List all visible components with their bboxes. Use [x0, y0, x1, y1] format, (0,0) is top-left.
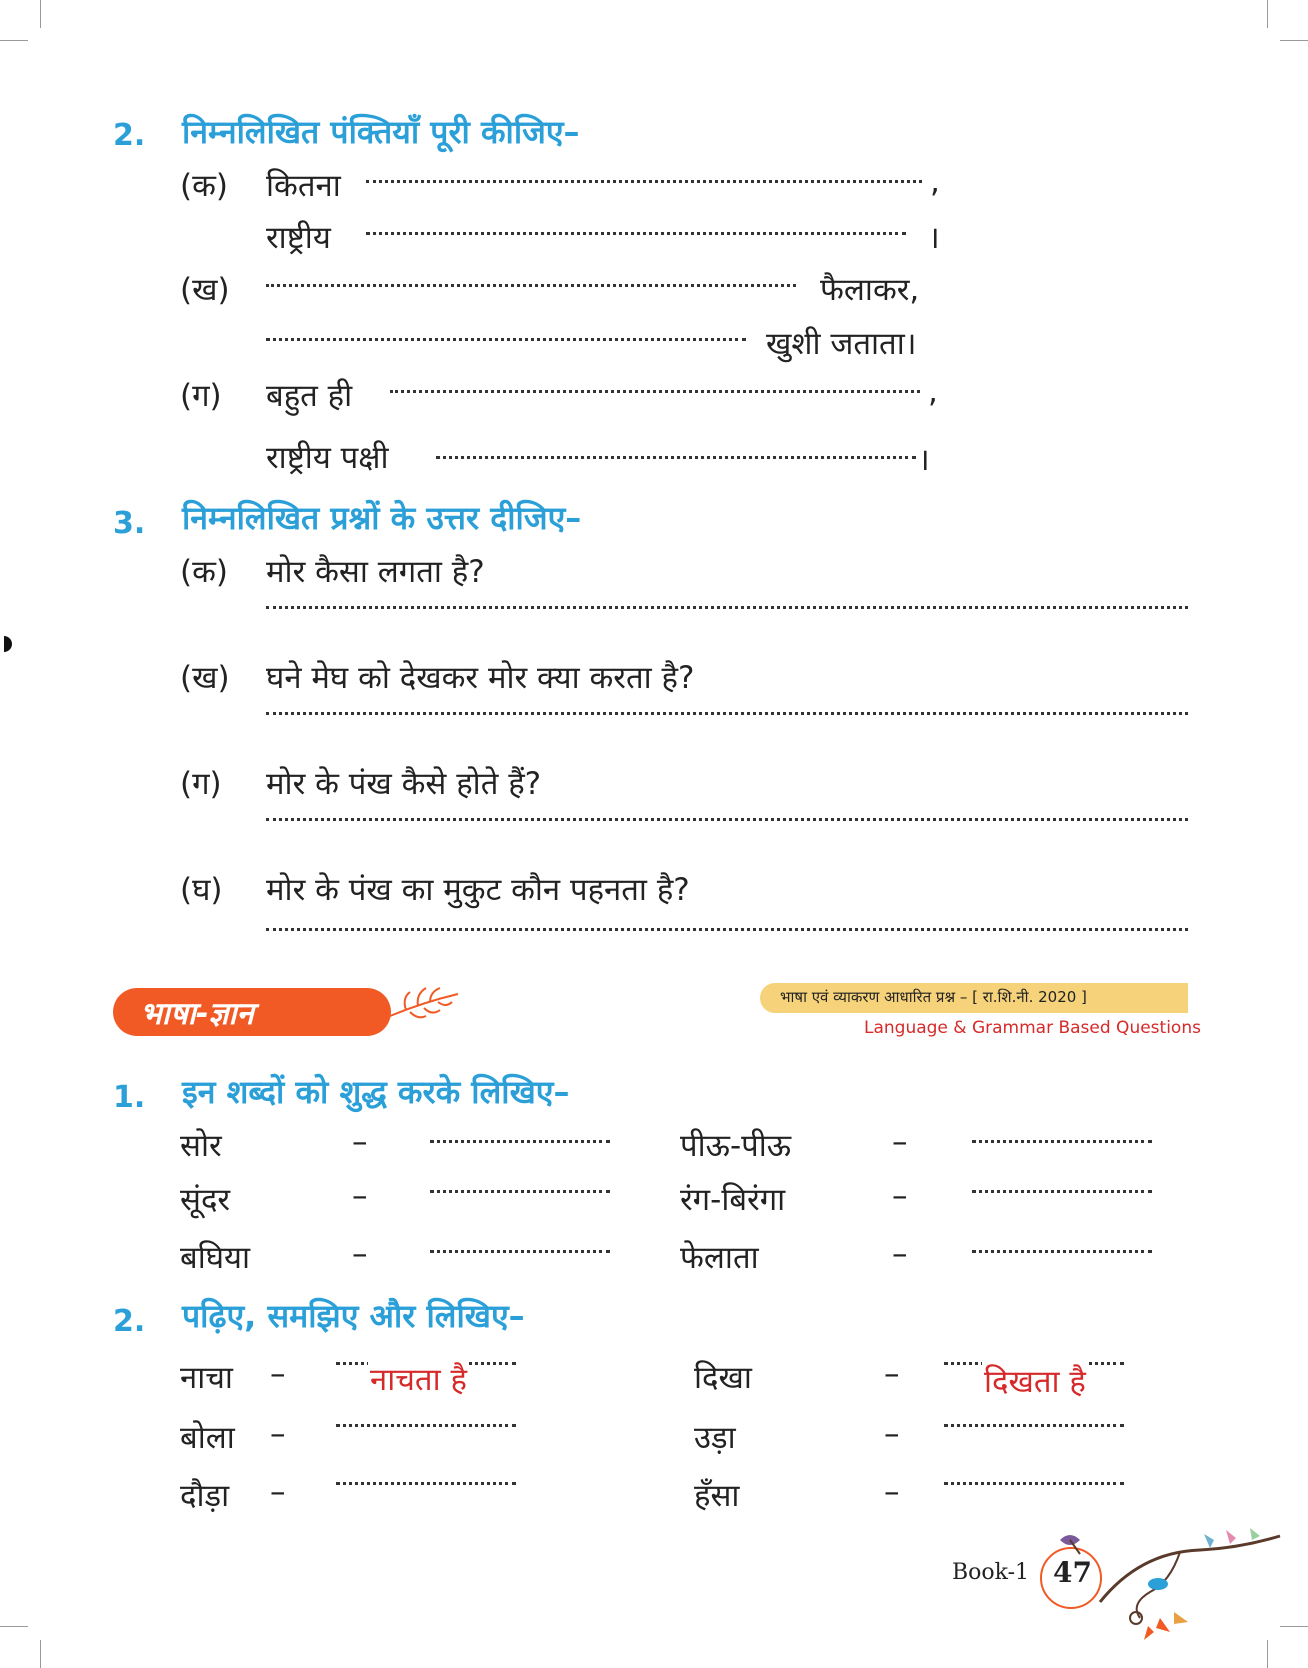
blank-line[interactable] [972, 1140, 1152, 1143]
question-number: 2. [113, 1304, 146, 1339]
book-label: Book-1 [952, 1560, 1030, 1585]
line-start: राष्ट्रीय [266, 220, 331, 256]
dash: – [892, 1124, 908, 1160]
sample-answer: नाचता है [368, 1358, 469, 1400]
dash: – [884, 1356, 900, 1392]
line-start: राष्ट्रीय पक्षी [266, 440, 389, 476]
line-start: कितना [266, 168, 341, 204]
word: हँसा [694, 1478, 740, 1514]
line-end: फैलाकर, [820, 272, 920, 308]
blank-line[interactable] [944, 1424, 1124, 1427]
crop-mark [1280, 40, 1308, 41]
item-label: (क) [180, 554, 228, 590]
blank-line[interactable] [972, 1190, 1152, 1193]
answer-line[interactable] [266, 606, 1188, 609]
question-title: निम्नलिखित पंक्तियाँ पूरी कीजिए– [182, 113, 580, 151]
dash: – [884, 1474, 900, 1510]
word: उड़ा [694, 1420, 736, 1456]
question-text: मोर कैसा लगता है? [266, 554, 485, 590]
line-end: खुशी जताता। [766, 326, 917, 362]
dash: – [270, 1356, 286, 1392]
blank-line[interactable] [390, 390, 920, 393]
word: दिखा [694, 1360, 752, 1396]
blank-line[interactable] [336, 1424, 516, 1427]
blank-line[interactable] [366, 180, 922, 183]
line-end: । [928, 220, 940, 256]
item-label: (घ) [180, 872, 223, 908]
item-label: (ग) [180, 378, 222, 414]
leaf-sprig-icon [386, 980, 462, 1030]
line-end: , [930, 164, 940, 200]
dash: – [892, 1236, 908, 1272]
blank-line[interactable] [336, 1482, 516, 1485]
word: फेलाता [680, 1240, 759, 1276]
blank-line[interactable] [436, 456, 916, 459]
crop-mark [0, 1626, 28, 1627]
item-label: (क) [180, 168, 228, 204]
blank-line[interactable] [944, 1482, 1124, 1485]
word: बोला [180, 1420, 235, 1456]
answer-line[interactable] [266, 712, 1188, 715]
word: बघिया [180, 1240, 251, 1276]
dash: – [352, 1178, 368, 1214]
item-label: (ख) [180, 660, 230, 696]
blank-line[interactable] [430, 1140, 610, 1143]
item-label: (ख) [180, 272, 230, 308]
blank-line[interactable] [430, 1250, 610, 1253]
word: सोर [180, 1128, 222, 1164]
dash: – [884, 1416, 900, 1452]
dash: – [270, 1474, 286, 1510]
crop-mark [0, 40, 28, 41]
word: सूंदर [180, 1182, 231, 1218]
blank-line[interactable] [430, 1190, 610, 1193]
crop-mark [40, 0, 41, 28]
blank-line[interactable] [972, 1250, 1152, 1253]
blank-line[interactable] [266, 338, 746, 341]
question-title: पढ़िए, समझिए और लिखिए– [182, 1297, 525, 1335]
dash: – [270, 1416, 286, 1452]
word: नाचा [180, 1360, 233, 1396]
word: रंग-बिरंगा [680, 1182, 786, 1218]
line-start: बहुत ही [266, 378, 353, 414]
question-number: 2. [113, 118, 146, 153]
question-text: घने मेघ को देखकर मोर क्या करता है? [266, 660, 695, 696]
section-title: भाषा-ज्ञान [140, 996, 254, 1032]
dash: – [892, 1178, 908, 1214]
line-end: । [918, 442, 930, 478]
dash: – [352, 1236, 368, 1272]
question-text: मोर के पंख कैसे होते हैं? [266, 766, 542, 802]
question-number: 1. [113, 1080, 146, 1115]
page-number: 47 [1053, 1556, 1092, 1589]
crop-mark [1267, 1640, 1268, 1668]
answer-line[interactable] [266, 928, 1188, 931]
question-title: इन शब्दों को शुद्ध करके लिखिए– [182, 1073, 570, 1111]
question-number: 3. [113, 506, 146, 541]
registration-mark [4, 636, 12, 652]
floral-branch-icon [1030, 1522, 1290, 1642]
crop-mark [40, 1640, 41, 1668]
word: दौड़ा [180, 1478, 230, 1514]
item-label: (ग) [180, 766, 222, 802]
question-title: निम्नलिखित प्रश्नों के उत्तर दीजिए– [182, 499, 582, 537]
crop-mark [1267, 0, 1268, 28]
line-end: , [928, 374, 938, 410]
answer-line[interactable] [266, 818, 1188, 821]
reference-text: भाषा एवं व्याकरण आधारित प्रश्न – [ रा.शि.नी. 2020 ] [780, 988, 1087, 1006]
blank-line[interactable] [366, 232, 906, 235]
blank-line[interactable] [266, 284, 796, 287]
reference-english: Language & Grammar Based Questions [864, 1018, 1201, 1038]
sample-answer: दिखता है [982, 1360, 1088, 1402]
question-text: मोर के पंख का मुकुट कौन पहनता है? [266, 872, 690, 908]
dash: – [352, 1124, 368, 1160]
word: पीऊ-पीऊ [680, 1128, 792, 1164]
